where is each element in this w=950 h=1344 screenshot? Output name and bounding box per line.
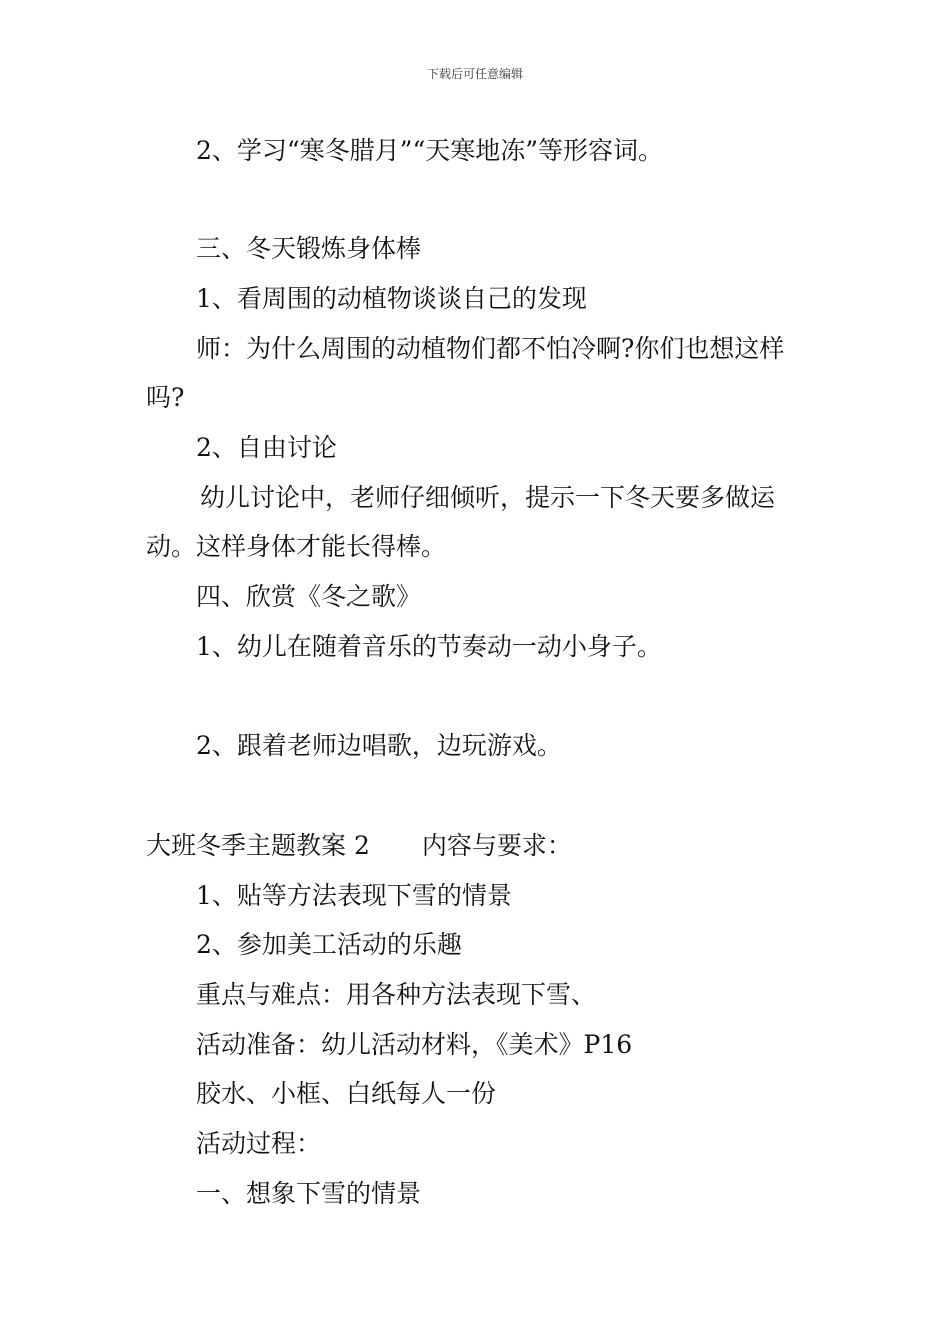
text-line: 2、跟着老师边唱歌，边玩游戏。 — [196, 731, 562, 760]
text-line: 1、贴等方法表现下雪的情景 — [196, 881, 512, 910]
text-line: 师：为什么周围的动植物们都不怕冷啊?你们也想这样 — [196, 334, 785, 363]
text-line: 2、参加美工活动的乐趣 — [196, 930, 462, 959]
text-line: 2、学习“寒冬腊月”“天寒地冻”等形容词。 — [196, 136, 664, 165]
section-heading: 三、冬天锻炼身体棒 — [196, 234, 422, 263]
text-line: 1、看周围的动植物谈谈自己的发现 — [196, 284, 587, 313]
text-line: 活动准备：幼儿活动材料，《美术》P16 — [196, 1030, 633, 1059]
text-line: 重点与难点：用各种方法表现下雪、 — [196, 980, 597, 1009]
section-heading: 一、想象下雪的情景 — [196, 1179, 422, 1208]
text-line: 2、自由讨论 — [196, 433, 337, 462]
text-line: 胶水、小框、白纸每人一份 — [196, 1079, 497, 1108]
section-subtitle: 内容与要求： — [421, 831, 572, 860]
text-line: 动。这样身体才能长得棒。 — [146, 532, 447, 561]
text-line: 幼儿讨论中，老师仔细倾听，提示一下冬天要多做运 — [200, 483, 776, 512]
text-line: 1、幼儿在随着音乐的节奏动一动小身子。 — [196, 632, 662, 661]
text-line: 活动过程： — [196, 1129, 322, 1158]
section-title: 大班冬季主题教案 2 — [146, 831, 370, 860]
section-heading: 四、欣赏《冬之歌》 — [196, 582, 422, 611]
text-line: 吗? — [146, 383, 185, 412]
section-title-line — [146, 829, 572, 863]
page-header: 下载后可任意编辑 — [426, 67, 523, 81]
